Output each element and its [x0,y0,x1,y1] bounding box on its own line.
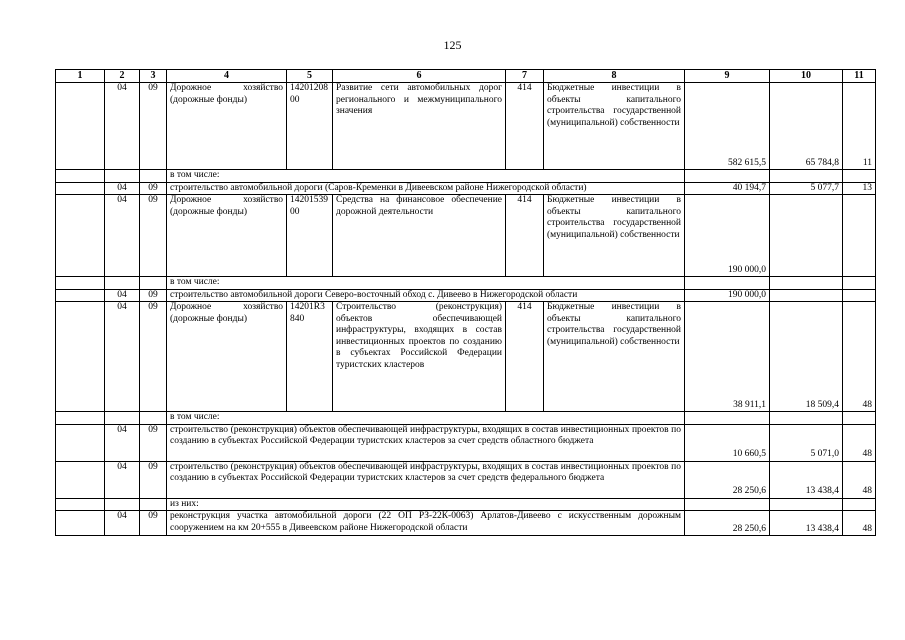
cell-amount-change [770,195,843,277]
cell-amount-total: 190 000,0 [685,195,770,277]
cell-amount-total: 28 250,6 [685,461,770,498]
col-header-3: 3 [140,70,167,83]
cell-code: 48 [843,511,876,536]
cell-expense-type: 414 [506,302,544,412]
cell-subtitle: в том числе: [167,412,685,425]
cell-subsection: 09 [140,424,167,461]
table-row [56,412,876,425]
cell-empty [56,424,105,461]
cell-section: 04 [105,182,140,195]
cell-amount-change: 65 784,8 [770,83,843,170]
cell-code [843,195,876,277]
cell-amount-change: 5 077,7 [770,182,843,195]
col-header-6: 6 [333,70,506,83]
col-header-8: 8 [544,70,685,83]
cell-empty [105,498,140,511]
table-row [56,511,876,536]
cell-subsection: 09 [140,461,167,498]
cell-code [843,289,876,302]
cell-section: 04 [105,289,140,302]
cell-amount-total: 190 000,0 [685,289,770,302]
cell-target-code: 1420120800 [287,83,333,170]
cell-empty [105,412,140,425]
cell-expense-type: 414 [506,83,544,170]
col-header-9: 9 [685,70,770,83]
cell-empty [685,170,770,183]
cell-section-name: Дорожное хозяйство (дорожные фонды) [167,302,287,412]
cell-description: строительство (реконструкция) объектов обеспечивающей инфраструктуры, входящих в состав инвестиционных проектов по созданию в субъектах Российской Федерации туристских кластеров за счет средств областного бюджета [167,424,685,461]
cell-empty [770,277,843,290]
cell-section-name: Дорожное хозяйство (дорожные фонды) [167,83,287,170]
cell-subsection: 09 [140,511,167,536]
cell-code: 48 [843,424,876,461]
col-header-1: 1 [56,70,105,83]
cell-target-code: 14201R3840 [287,302,333,412]
table-row [56,195,876,277]
cell-empty [105,170,140,183]
col-header-7: 7 [506,70,544,83]
cell-amount-change: 5 071,0 [770,424,843,461]
cell-section: 04 [105,461,140,498]
cell-empty [56,412,105,425]
cell-amount-change: 13 438,4 [770,511,843,536]
cell-empty [56,289,105,302]
cell-expense-type: 414 [506,195,544,277]
cell-subsection: 09 [140,182,167,195]
cell-description: строительство (реконструкция) объектов обеспечивающей инфраструктуры, входящих в состав инвестиционных проектов по созданию в субъектах Российской Федерации туристских кластеров за счет средств федерального бюджета [167,461,685,498]
cell-expense-name: Бюджетные инвестиции в объекты капитального строительства государственной (муниципальной) собственности [544,302,685,412]
cell-empty [770,412,843,425]
cell-code: 13 [843,182,876,195]
cell-target-name: Строительство (реконструкция) объектов обеспечивающей инфраструктуры, входящих в состав инвестиционных проектов по созданию в субъектах Российской Федерации туристских кластеров [333,302,506,412]
cell-description: реконструкция участка автомобильной дороги (22 ОП РЗ-22К-0063) Арлатов-Дивеево с искусственным дорожным сооружением на км 20+555 в Дивеевском районе Нижегородской области [167,511,685,536]
cell-empty [770,170,843,183]
cell-amount-change: 18 509,4 [770,302,843,412]
cell-empty [685,277,770,290]
cell-empty [56,195,105,277]
col-header-5: 5 [287,70,333,83]
cell-target-name: Средства на финансовое обеспечение дорожной деятельности [333,195,506,277]
cell-amount-total: 38 911,1 [685,302,770,412]
cell-amount-change: 13 438,4 [770,461,843,498]
cell-expense-name: Бюджетные инвестиции в объекты капитального строительства государственной (муниципальной) собственности [544,83,685,170]
cell-section: 04 [105,83,140,170]
table-row [56,498,876,511]
cell-empty [56,83,105,170]
cell-expense-name: Бюджетные инвестиции в объекты капитального строительства государственной (муниципальной) собственности [544,195,685,277]
cell-empty [770,498,843,511]
cell-section: 04 [105,424,140,461]
cell-empty [56,498,105,511]
table-row [56,182,876,195]
cell-amount-total: 28 250,6 [685,511,770,536]
cell-target-name: Развитие сети автомобильных дорог регионального и межмуниципального значения [333,83,506,170]
table-row [56,289,876,302]
cell-section: 04 [105,302,140,412]
header-row [56,70,876,83]
table-row [56,170,876,183]
cell-subtitle: в том числе: [167,277,685,290]
cell-empty [56,277,105,290]
cell-code: 48 [843,461,876,498]
cell-empty [56,511,105,536]
table-row [56,83,876,170]
cell-code: 11 [843,83,876,170]
cell-subsection: 09 [140,83,167,170]
cell-empty [140,170,167,183]
cell-empty [843,170,876,183]
cell-empty [56,170,105,183]
cell-empty [56,302,105,412]
cell-empty [843,412,876,425]
cell-subsection: 09 [140,302,167,412]
cell-description: строительство автомобильной дороги (Саров-Кременки в Дивеевском районе Нижегородской области) [167,182,685,195]
cell-subtitle: в том числе: [167,170,685,183]
cell-section: 04 [105,511,140,536]
cell-empty [140,412,167,425]
budget-table [55,69,876,536]
table-row [56,302,876,412]
col-header-11: 11 [843,70,876,83]
col-header-4: 4 [167,70,287,83]
col-header-10: 10 [770,70,843,83]
cell-subsection: 09 [140,289,167,302]
cell-amount-total: 582 615,5 [685,83,770,170]
cell-empty [140,277,167,290]
cell-code: 48 [843,302,876,412]
cell-empty [685,412,770,425]
cell-section-name: Дорожное хозяйство (дорожные фонды) [167,195,287,277]
cell-empty [843,277,876,290]
cell-description: строительство автомобильной дороги Северо-восточный обход с. Дивеево в Нижегородской области [167,289,685,302]
table-row [56,424,876,461]
cell-empty [140,498,167,511]
table-row [56,277,876,290]
cell-amount-total: 10 660,5 [685,424,770,461]
page-number: 125 [443,38,462,52]
cell-subsection: 09 [140,195,167,277]
cell-empty [843,498,876,511]
col-header-2: 2 [105,70,140,83]
cell-empty [685,498,770,511]
cell-empty [56,461,105,498]
cell-amount-total: 40 194,7 [685,182,770,195]
cell-section: 04 [105,195,140,277]
cell-subtitle: из них: [167,498,685,511]
cell-empty [105,277,140,290]
cell-amount-change [770,289,843,302]
cell-empty [56,182,105,195]
table-row [56,461,876,498]
cell-target-code: 1420153900 [287,195,333,277]
